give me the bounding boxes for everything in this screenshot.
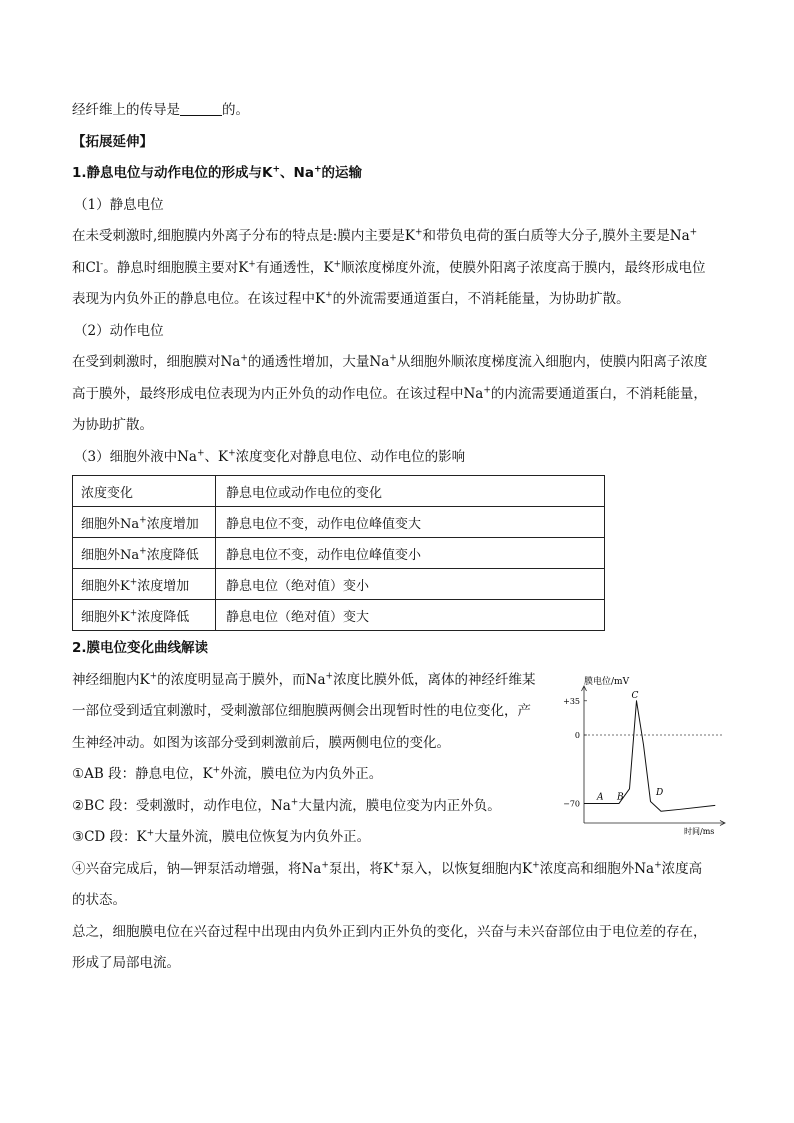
cd-segment-line: ③CD 段：K+大量外流，膜电位恢复为内负外正。 xyxy=(72,828,371,845)
chart-y-tick-label: 0 xyxy=(574,730,580,740)
intro-text-end: 的。 xyxy=(222,102,249,118)
sub1-paragraph-line: 表现为内负外正的静息电位。在该过程中K+的外流需要通道蛋白，不消耗能量，为协助扩散。 xyxy=(72,290,630,307)
chart-series-line xyxy=(584,700,715,810)
chart-y-tick-label: +35 xyxy=(563,696,580,706)
item2-paragraph-line: 生神经冲动。如图为该部分受到刺激前后，膜两侧电位的变化。 xyxy=(72,734,450,751)
chart-xlabel: 时间/ms xyxy=(684,826,715,836)
table-row xyxy=(73,507,605,538)
table-row xyxy=(73,538,605,569)
p4-line: 的状态。 xyxy=(72,892,126,908)
fill-blank[interactable] xyxy=(180,101,222,116)
sub2-paragraph-line: 高于膜外，最终形成电位表现为内正外负的动作电位。在该过程中Na+的内流需要通道蛋白，不消耗能量， xyxy=(72,385,707,402)
bc-segment-line: ②BC 段：受刺激时，动作电位，Na+大量内流，膜电位变为内正外负。 xyxy=(72,797,501,814)
item2-paragraph-line: 神经细胞内K+的浓度明显高于膜外，而Na+浓度比膜外低，离体的神经纤维某 xyxy=(72,671,536,688)
table-row xyxy=(73,600,605,631)
item2-paragraph-line: 一部位受到适宜刺激时，受刺激部位细胞膜两侧会出现暂时性的电位变化，产 xyxy=(72,703,531,719)
sub2-label: （2）动作电位 xyxy=(74,322,164,339)
item2-title: 2.膜电位变化曲线解读 xyxy=(72,640,209,656)
intro-text: 经纤维上的传导是 xyxy=(72,102,180,118)
intro-line xyxy=(72,95,732,127)
table-row xyxy=(73,569,605,600)
table-cell-effect: 静息电位（绝对值）变大 xyxy=(216,600,605,631)
sub2-paragraph-line: 在受到刺激时，细胞膜对Na+的通透性增加，大量Na+从细胞外顺浓度梯度流入细胞内，使膜内阳离子浓度 xyxy=(72,353,708,370)
summary-line: 总之，细胞膜电位在兴奋过程中出现由内负外正到内正外负的变化，兴奋与未兴奋部位由于电位差的存在， xyxy=(72,923,707,940)
figure-section xyxy=(72,665,732,854)
membrane-potential-chart xyxy=(552,673,732,843)
chart-point-label: B xyxy=(617,791,624,802)
sub1-paragraph-line: 在未受刺激时,细胞膜内外离子分布的特点是:膜内主要是K+和带负电荷的蛋白质等大分子,膜外主要是Na+ xyxy=(72,227,698,244)
chart-ylabel: 膜电位/mV xyxy=(584,676,630,687)
p4-line: ④兴奋完成后，钠—钾泵活动增强，将Na+泵出，将K+泵入，以恢复细胞内K+浓度高和细胞外Na+浓度高 xyxy=(72,860,703,877)
table-cell-effect: 静息电位不变，动作电位峰值变大 xyxy=(216,507,605,538)
item1-title: 1.静息电位与动作电位的形成与K+、Na+的运输 xyxy=(72,164,362,181)
ab-segment-line: ①AB 段：静息电位，K+外流，膜电位为内负外正。 xyxy=(72,765,383,782)
chart-point-label: D xyxy=(656,787,664,798)
table-cell-ion: 细胞外Na+浓度降低 xyxy=(73,538,216,569)
chart-y-tick-label: −70 xyxy=(563,798,580,808)
table-cell-effect: 静息电位（绝对值）变小 xyxy=(216,569,605,600)
chart-point-label: C xyxy=(631,690,639,701)
sub1-label: （1）静息电位 xyxy=(74,196,164,213)
table-header-cell: 静息电位或动作电位的变化 xyxy=(216,476,605,507)
sub2-paragraph-line: 为协助扩散。 xyxy=(72,417,153,433)
table-cell-ion: 细胞外Na+浓度增加 xyxy=(73,507,216,538)
figure-side-text xyxy=(72,665,550,854)
sub1-paragraph-line: 和Cl-。静息时细胞膜主要对K+有通透性，K+顺浓度梯度外流，使膜外阳离子浓度高于膜内，最终形成电位 xyxy=(72,259,706,276)
sub3-label: （3）细胞外液中Na+、K+浓度变化对静息电位、动作电位的影响 xyxy=(74,448,466,465)
chart-point-label: A xyxy=(597,791,604,802)
document-page xyxy=(72,95,732,980)
table-header-cell: 浓度变化 xyxy=(73,476,216,507)
table-cell-ion: 细胞外K+浓度降低 xyxy=(73,600,216,631)
table-cell-effect: 静息电位不变，动作电位峰值变小 xyxy=(216,538,605,569)
concentration-table xyxy=(72,475,605,631)
section-heading: 【拓展延伸】 xyxy=(72,133,153,150)
table-cell-ion: 细胞外K+浓度增加 xyxy=(73,569,216,600)
summary-line: 形成了局部电流。 xyxy=(72,955,180,971)
table-header-row xyxy=(73,476,605,507)
